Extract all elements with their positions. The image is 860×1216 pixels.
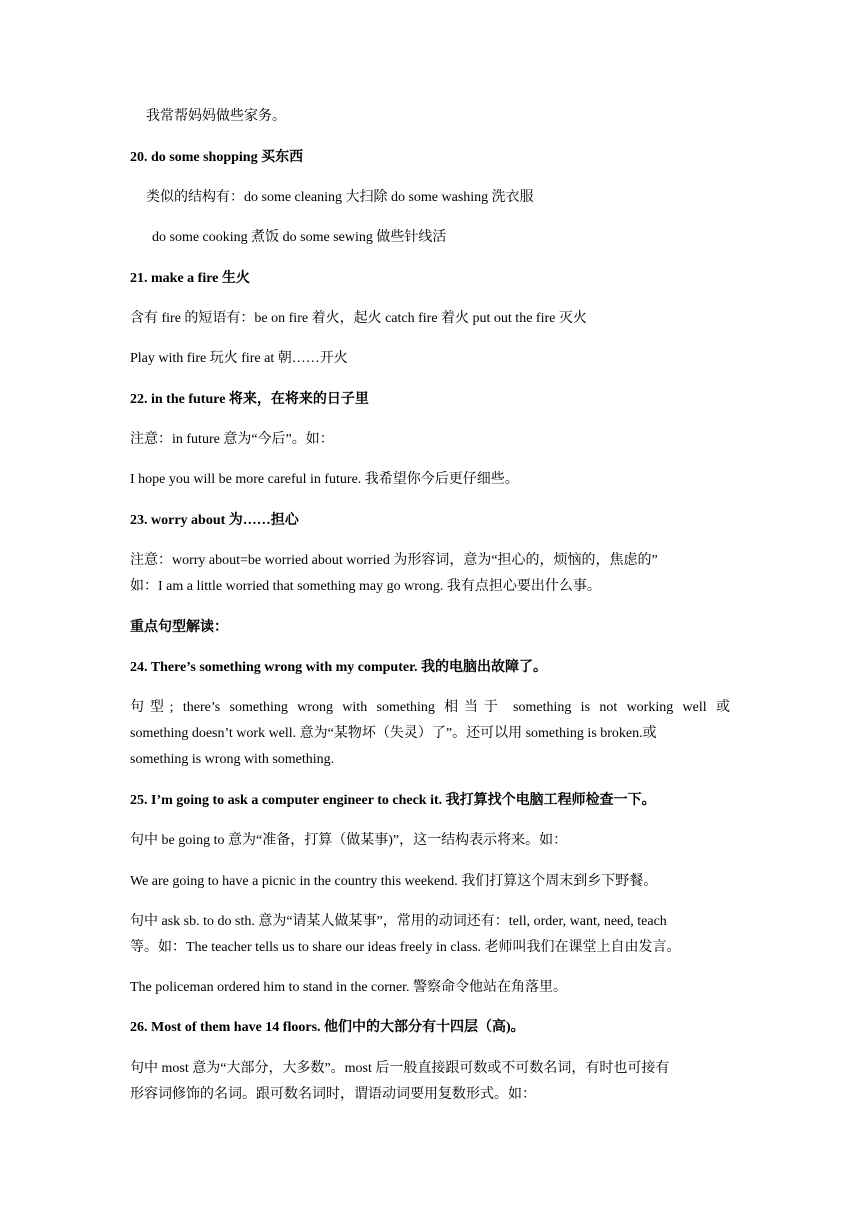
text-line: something doesn’t work well. 意为“某物坏（失灵）了”。还可以用 something is broken.或 [130, 726, 657, 741]
text-line: 句中 ask sb. to do sth. 意为“请某人做某事”，常用的动词还有：tell, order, want, need, teach [130, 914, 667, 929]
text-line: something is wrong with something. [130, 752, 335, 767]
text-line: 句中 most 意为“大部分，大多数”。most 后一般直接跟可数或不可数名词，有时也可接有 [130, 1061, 670, 1076]
text-line: do some cooking 煮饭 do some sewing 做些针线活 [152, 230, 447, 245]
text-line: The policeman ordered him to stand in the corner. 警察命令他站在角落里。 [130, 980, 568, 995]
text-line: We are going to have a picnic in the country this weekend. 我们打算这个周末到乡下野餐。 [130, 874, 658, 889]
text-line: 类似的结构有：do some cleaning 大扫除 do some washing 洗衣服 [146, 190, 534, 205]
text-line: 注意：in future 意为“今后”。如： [130, 432, 334, 447]
text-line: 如：I am a little worried that something may go wrong. 我有点担心要出什么事。 [130, 579, 601, 594]
item-heading-20: 20. do some shopping 买东西 [130, 150, 304, 165]
text-line: 含有 fire 的短语有：be on fire 着火，起火 catch fire 着火 put out the fire 灭火 [130, 311, 587, 326]
text-line: Play with fire 玩火 fire at 朝……开火 [130, 351, 348, 366]
item-heading-24: 24. There’s something wrong with my computer. 我的电脑出故障了。 [130, 660, 548, 675]
text-line: 我常帮妈妈做些家务。 [146, 109, 286, 124]
item-heading-21: 21. make a fire 生火 [130, 271, 250, 286]
text-line: I hope you will be more careful in future. 我希望你今后更仔细些。 [130, 472, 519, 487]
item-heading-22: 22. in the future 将来，在将来的日子里 [130, 392, 369, 407]
text-line: 句中 be going to 意为“准备，打算（做某事)”，这一结构表示将来。如： [130, 833, 568, 848]
item-heading-25: 25. I’m going to ask a computer engineer to check it. 我打算找个电脑工程师检查一下。 [130, 793, 656, 808]
item-heading-23: 23. worry about 为……担心 [130, 513, 299, 528]
text-line: 句型; there’s something wrong with something 相当于 something is not working well 或 [130, 700, 730, 715]
item-heading-26: 26. Most of them have 14 floors. 他们中的大部分有十四层（高)。 [130, 1020, 525, 1035]
section-heading: 重点句型解读： [130, 620, 228, 635]
text-line: 形容词修饰的名词。跟可数名词时，谓语动词要用复数形式。如： [130, 1087, 536, 1102]
text-line: 注意：worry about=be worried about worried 为形容词，意为“担心的，烦恼的，焦虑的” [130, 553, 658, 568]
text-line: 等。如：The teacher tells us to share our ideas freely in class. 老师叫我们在课堂上自由发言。 [130, 940, 681, 955]
